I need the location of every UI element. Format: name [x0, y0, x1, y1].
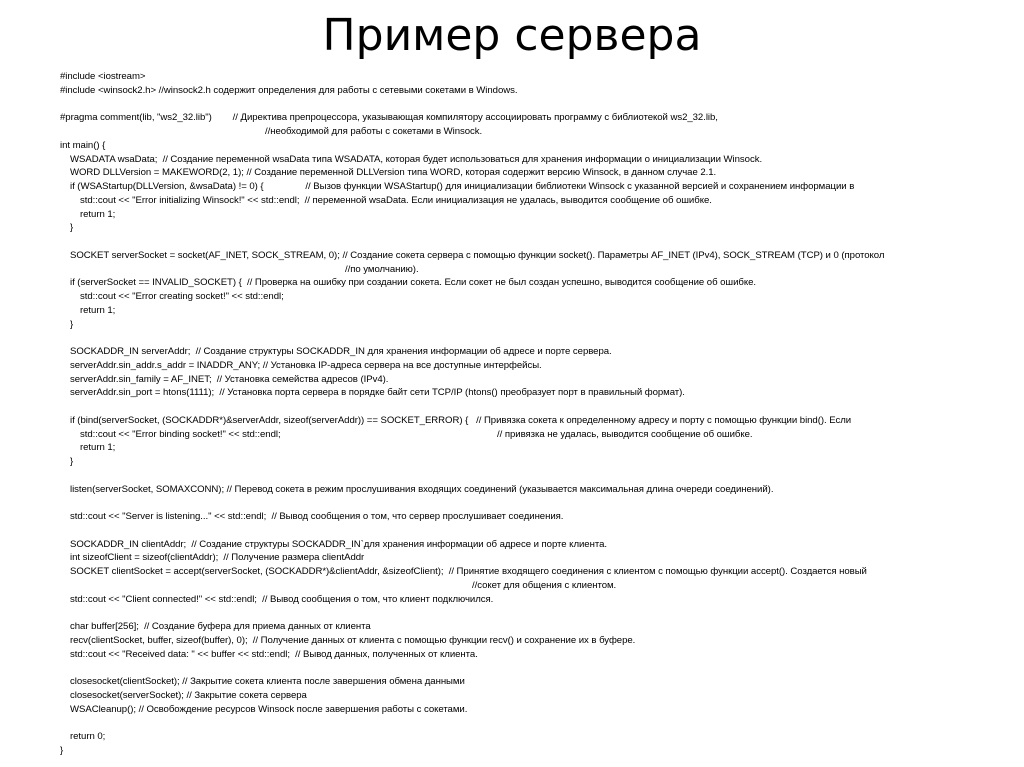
code-line [60, 359, 1010, 373]
code-line [60, 125, 1010, 139]
code-text: WSACleanup(); // Освобождение ресурсов Winsock после завершения работы с сокетами. [70, 703, 468, 715]
code-text: } [60, 744, 64, 756]
code-line [60, 139, 1010, 153]
code-text: #include <iostream> [60, 71, 146, 82]
code-text: int sizeofClient = sizeof(clientAddr); // Получение размера clientAddr [70, 552, 365, 564]
code-block [60, 70, 1010, 758]
code-line [60, 606, 1010, 620]
code-text: return 0; [70, 731, 106, 742]
code-line [60, 730, 1010, 744]
code-line [60, 290, 1010, 304]
code-line [60, 331, 1010, 345]
code-comment-continuation: //необходимой для работы с сокетами в Winsock. [265, 126, 483, 137]
code-line [60, 441, 1010, 455]
code-line [60, 428, 1010, 442]
code-line [60, 469, 1010, 483]
code-text: closesocket(serverSocket); // Закрытие сокета сервера [70, 689, 307, 701]
code-text: int main() { [60, 139, 106, 151]
code-text: WORD DLLVersion = MAKEWORD(2, 1); // Создание переменной DLLVersion типа WORD, которая содержит версию Winsock, в данном случае 2.1. [70, 167, 717, 179]
code-comment-continuation: //по умолчанию). [345, 263, 419, 275]
code-line [60, 373, 1010, 387]
code-text: std::cout << "Error binding socket!" << std::endl; [80, 428, 281, 440]
code-text: } [70, 318, 74, 330]
code-line [60, 565, 1010, 579]
code-text: if (serverSocket == INVALID_SOCKET) { // Проверка на ошибку при создании сокета. Если сокет не был создан успешно, выводится сообщение об ошибке. [70, 277, 756, 289]
code-text: } [70, 222, 74, 234]
code-comment-continuation: // привязка не удалась, выводится сообщение об ошибке. [497, 428, 753, 440]
code-text: return 1; [80, 208, 116, 220]
code-text: char buffer[256]; // Создание буфера для приема данных от клиента [70, 621, 371, 632]
code-line [60, 304, 1010, 318]
code-line [60, 716, 1010, 730]
code-line [60, 620, 1010, 634]
code-text: std::cout << "Received data: " << buffer << std::endl; // Вывод данных, полученных от клиента. [70, 648, 478, 660]
code-line [60, 111, 1010, 125]
code-line [60, 98, 1010, 112]
code-text: std::cout << "Server is listening..." << std::endl; // Вывод сообщения о том, что сервер прослушивает соединения. [70, 511, 564, 522]
code-line [60, 703, 1010, 717]
code-text: #pragma comment(lib, "ws2_32.lib") // Директива препроцессора, указывающая компилятору ассоциировать программу с библиотекой ws2_32.lib, [60, 112, 718, 124]
code-text: SOCKADDR_IN clientAddr; // Создание структуры SOCKADDR_IN`для хранения информации об адресе и порте клиента. [70, 538, 607, 550]
code-text: SOCKADDR_IN serverAddr; // Создание структуры SOCKADDR_IN для хранения информации об адресе и порте сервера. [70, 346, 612, 357]
code-line [60, 180, 1010, 194]
code-line [60, 524, 1010, 538]
code-line [60, 661, 1010, 675]
code-line [60, 675, 1010, 689]
code-line [60, 70, 1010, 84]
code-line [60, 538, 1010, 552]
code-text: serverAddr.sin_port = htons(1111); // Установка порта сервера в порядке байт сети TCP/IP (htons() преобразует порт в правильный формат). [70, 387, 685, 399]
code-line [60, 208, 1010, 222]
code-line [60, 455, 1010, 469]
code-line [60, 84, 1010, 98]
code-line [60, 194, 1010, 208]
code-line [60, 345, 1010, 359]
code-text: std::cout << "Error creating socket!" << std::endl; [80, 291, 284, 302]
code-text: return 1; [80, 304, 116, 316]
code-text: if (bind(serverSocket, (SOCKADDR*)&serverAddr, sizeof(serverAddr)) == SOCKET_ERROR) { // Привязка сокета к определенному адресу и порту с помощью функции bind(). Если [70, 414, 852, 426]
code-line [60, 386, 1010, 400]
code-text: serverAddr.sin_family = AF_INET; // Установка семейства адресов (IPv4). [70, 373, 389, 385]
code-text: serverAddr.sin_addr.s_addr = INADDR_ANY; // Установка IP-адреса сервера на все доступные интерфейсы. [70, 359, 542, 371]
code-line [60, 593, 1010, 607]
code-line [60, 551, 1010, 565]
code-text: } [70, 456, 74, 467]
code-line [60, 510, 1010, 524]
code-text: SOCKET serverSocket = socket(AF_INET, SOCK_STREAM, 0); // Создание сокета сервера с помощью функции socket(). Параметры AF_INET (IPv4), SOCK_STREAM (TCP) и 0 (протокол [70, 249, 885, 261]
code-line [60, 400, 1010, 414]
code-line [60, 276, 1010, 290]
code-comment-continuation: //сокет для общения с клиентом. [472, 579, 617, 591]
code-text: #include <winsock2.h> //winsock2.h содержит определения для работы с сетевыми сокетами в Windows. [60, 84, 518, 96]
code-text: std::cout << "Error initializing Winsock!" << std::endl; // переменной wsaData. Если инициализация не удалась, выводится сообщение об ошибке. [80, 194, 712, 206]
code-line [60, 414, 1010, 428]
code-line [60, 235, 1010, 249]
code-text: std::cout << "Client connected!" << std::endl; // Вывод сообщения о том, что клиент подключился. [70, 593, 494, 605]
code-text: return 1; [80, 442, 116, 454]
code-line [60, 166, 1010, 180]
code-line [60, 744, 1010, 758]
code-line [60, 153, 1010, 167]
code-line [60, 496, 1010, 510]
code-text: SOCKET clientSocket = accept(serverSocket, (SOCKADDR*)&clientAddr, &sizeofClient); // Принятие входящего соединения с клиентом с помощью функции accept(). Создается новый [70, 566, 867, 577]
code-line [60, 483, 1010, 497]
code-line [60, 689, 1010, 703]
code-line [60, 318, 1010, 332]
code-line [60, 249, 1010, 263]
code-text: WSADATA wsaData; // Создание переменной wsaData типа WSADATA, которая будет использоваться для хранения информации о инициализации Winsock. [70, 153, 763, 165]
code-text: listen(serverSocket, SOMAXCONN); // Перевод сокета в режим прослушивания входящих соединений (указывается максимальная длина очереди соединений). [70, 483, 774, 495]
code-text: recv(clientSocket, buffer, sizeof(buffer), 0); // Получение данных от клиента с помощью функции recv() и сохранение их в буфере. [70, 634, 636, 646]
code-text: if (WSAStartup(DLLVersion, &wsaData) != 0) { // Вызов функции WSAStartup() для инициализации библиотеки Winsock с указанной версией и сохранением информации в [70, 181, 855, 192]
code-line [60, 579, 1010, 593]
code-line [60, 648, 1010, 662]
code-text: closesocket(clientSocket); // Закрытие сокета клиента после завершения обмена данными [70, 676, 465, 687]
code-line [60, 221, 1010, 235]
slide-title: Пример сервера [322, 10, 702, 61]
code-line [60, 263, 1010, 277]
code-line [60, 634, 1010, 648]
